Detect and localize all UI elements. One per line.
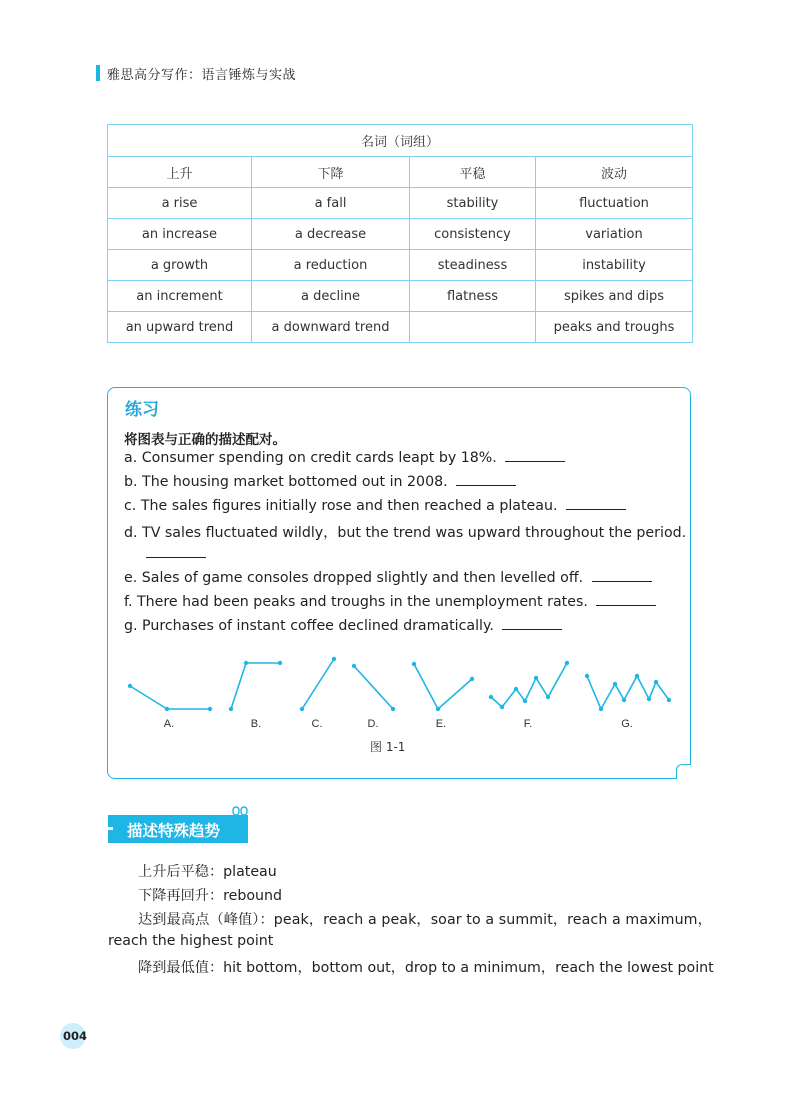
table-cell: peaks and troughs xyxy=(536,312,693,343)
graph-label-b: B. xyxy=(250,718,262,730)
graph-label-g: G. xyxy=(621,718,633,730)
graph-e-line xyxy=(414,664,472,709)
page-number-badge xyxy=(60,1023,86,1049)
column-header-stable: 平稳 xyxy=(410,157,536,188)
table-cell: variation xyxy=(536,219,693,250)
table-row xyxy=(108,188,693,219)
table-cell: spikes and dips xyxy=(536,281,693,312)
answer-blank[interactable] xyxy=(456,475,516,486)
item-text: The sales figures initially rose and then reached a plateau. xyxy=(140,498,558,514)
table-cell: flatness xyxy=(410,281,536,312)
table-cell: a growth xyxy=(108,250,252,281)
exercise-item-c xyxy=(124,498,626,514)
exercise-title: 练习 xyxy=(125,400,159,420)
table-cell: consistency xyxy=(410,219,536,250)
page-fold-corner xyxy=(676,764,691,779)
trend-line-plateau: 上升后平稳：plateau xyxy=(138,864,277,880)
item-text: There had been peaks and troughs in the unemployment rates. xyxy=(137,594,588,610)
item-letter: f. xyxy=(124,594,133,610)
item-text: The housing market bottomed out in 2008. xyxy=(142,474,448,490)
item-letter: g. xyxy=(124,618,138,634)
table-cell: a fall xyxy=(252,188,410,219)
exercise-instruction: 将图表与正确的描述配对。 xyxy=(124,432,286,448)
table-row xyxy=(108,281,693,312)
table-header-row xyxy=(108,157,693,188)
chain-link-icon xyxy=(232,806,248,816)
graph-label-d: D. xyxy=(367,718,379,730)
table-cell: a rise xyxy=(108,188,252,219)
table-cell: an increment xyxy=(108,281,252,312)
item-letter: b. xyxy=(124,474,138,490)
answer-blank[interactable] xyxy=(146,547,206,558)
answer-blank[interactable] xyxy=(566,499,626,510)
section-heading xyxy=(108,815,248,843)
table-row xyxy=(108,219,693,250)
table-caption: 名词（词组） xyxy=(108,125,693,157)
graph-f-points xyxy=(489,661,569,709)
graph-a-line xyxy=(130,686,210,709)
vocabulary-table xyxy=(107,124,693,343)
graph-a-points xyxy=(128,684,212,711)
graph-c-line xyxy=(302,659,334,709)
column-header-rise: 上升 xyxy=(108,157,252,188)
graph-b-line xyxy=(231,663,280,709)
table-row xyxy=(108,250,693,281)
graph-label-e: E. xyxy=(435,718,447,730)
table-cell: a reduction xyxy=(252,250,410,281)
table-cell xyxy=(410,312,536,343)
exercise-item-f xyxy=(124,594,656,610)
book-title: 雅思高分写作：语言锤炼与实战 xyxy=(107,67,297,83)
graph-d-line xyxy=(354,666,393,709)
table-cell: an increase xyxy=(108,219,252,250)
exercise-item-a xyxy=(124,450,565,466)
running-header xyxy=(96,64,296,82)
graph-label-f: F. xyxy=(523,718,533,730)
trend-line-rebound: 下降再回升：rebound xyxy=(138,888,283,904)
answer-blank[interactable] xyxy=(592,571,652,582)
table-cell: instability xyxy=(536,250,693,281)
item-text: Sales of game consoles dropped slightly and then levelled off. xyxy=(141,570,584,586)
item-letter: d. xyxy=(124,525,138,541)
graph-f-line xyxy=(491,663,567,707)
exercise-item-g xyxy=(124,618,562,634)
column-header-fluctuate: 波动 xyxy=(536,157,693,188)
item-text: Consumer spending on credit cards leapt by 18%. xyxy=(141,450,497,466)
answer-blank[interactable] xyxy=(505,451,565,462)
exercise-item-d-blank xyxy=(146,546,206,562)
table-cell: a decrease xyxy=(252,219,410,250)
table-cell: fluctuation xyxy=(536,188,693,219)
exercise-item-d xyxy=(124,522,686,542)
figure-caption: 图 1-1 xyxy=(370,740,406,754)
header-accent-bar xyxy=(96,65,100,81)
item-letter: e. xyxy=(124,570,138,586)
table-caption-row xyxy=(108,125,693,157)
graph-b-points xyxy=(229,661,282,711)
trend-line-bottom: 降到最低值：hit bottom，bottom out，drop to a minimum，reach the lowest point xyxy=(138,960,714,976)
column-header-fall: 下降 xyxy=(252,157,410,188)
trend-line-peak-continued: reach the highest point xyxy=(108,933,274,949)
table-row xyxy=(108,312,693,343)
section-heading-tick xyxy=(108,827,113,830)
table-cell: an upward trend xyxy=(108,312,252,343)
exercise-item-e xyxy=(124,570,652,586)
table-cell: a downward trend xyxy=(252,312,410,343)
graph-label-a: A. xyxy=(163,718,175,730)
answer-blank[interactable] xyxy=(596,595,656,606)
trend-line-peak: 达到最高点（峰值）：peak，reach a peak，soar to a summit，reach a maximum， xyxy=(138,912,712,928)
answer-blank[interactable] xyxy=(502,619,562,630)
section-title: 描述特殊趋势 xyxy=(127,822,221,840)
item-letter: c. xyxy=(124,498,137,514)
page-number: 004 xyxy=(63,1029,88,1043)
item-text: Purchases of instant coffee declined dramatically. xyxy=(142,618,494,634)
table-cell: a decline xyxy=(252,281,410,312)
graph-label-c: C. xyxy=(311,718,323,730)
table-cell: steadiness xyxy=(410,250,536,281)
table-cell: stability xyxy=(410,188,536,219)
item-text: TV sales fluctuated wildly，but the trend was upward throughout the period. xyxy=(142,525,687,541)
exercise-item-b xyxy=(124,474,516,490)
trend-graphs xyxy=(115,650,675,732)
item-letter: a. xyxy=(124,450,138,466)
